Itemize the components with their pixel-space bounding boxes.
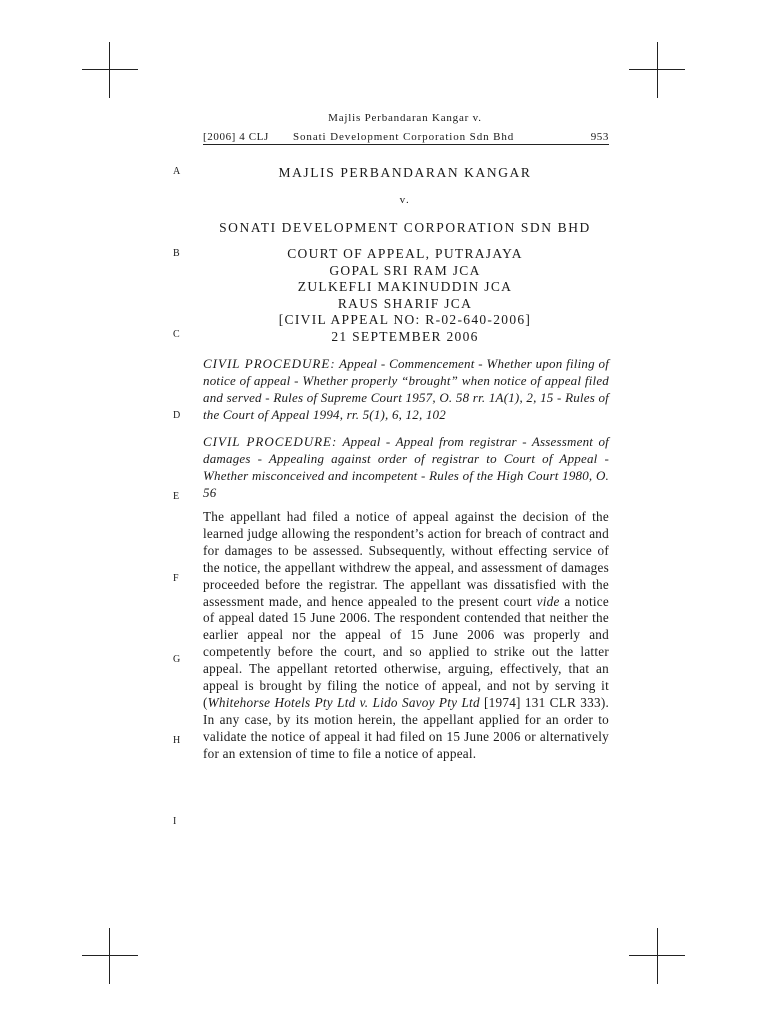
versus: v.	[399, 194, 411, 206]
crop-mark-top-left-v	[109, 42, 110, 98]
margin-letter-d: D	[173, 410, 181, 421]
running-header	[203, 125, 609, 143]
catchword-2-lead: CIVIL PROCEDURE:	[203, 434, 338, 449]
citation: [2006] 4 CLJ	[203, 131, 269, 143]
page-number: 953	[590, 131, 609, 143]
margin-letter-c: C	[173, 329, 180, 340]
judge-3: RAUS SHARIF JCA	[337, 295, 473, 311]
headnote-part-2: a notice of appeal dated 15 June 2006. The respondent contended that neither the earlier appeal nor the appeal of 15 June 2006 was properly and competently before the court, and so applied to strike out the latter appeal. The appellant retorted otherwise, arguing, effectively, that an appeal is brought by filing the notice of appeal, and not by serving it (	[203, 593, 610, 710]
court-block	[200, 246, 610, 346]
margin-letter-a: A	[173, 166, 181, 177]
judgment-date: 21 SEPTEMBER 2006	[331, 328, 479, 344]
crop-mark-bottom-left-h	[82, 955, 138, 956]
headnote-part-3: [1974] 131 CLR 333). In any case, by its motion herein, the appellant applied for an order to validate the notice of appeal it had filed on 15 June 2006 or alternatively for an extension of time to file a notice of appeal.	[203, 694, 610, 761]
crop-mark-bottom-left-v	[109, 928, 110, 984]
margin-letter-f: F	[173, 573, 179, 584]
judge-1: GOPAL SRI RAM JCA	[329, 262, 481, 278]
header-rule	[203, 144, 609, 145]
court-name: COURT OF APPEAL, PUTRAJAYA	[287, 246, 523, 261]
catchword-2	[203, 433, 609, 501]
respondent-name: SONATI DEVELOPMENT CORPORATION SDN BHD	[219, 220, 591, 235]
running-header-top: Majlis Perbandaran Kangar v.	[328, 112, 482, 124]
headnote-vide: vide	[536, 593, 560, 609]
crop-mark-bottom-right-v	[657, 928, 658, 984]
crop-mark-top-right-v	[657, 42, 658, 98]
judge-2: ZULKEFLI MAKINUDDIN JCA	[297, 279, 513, 295]
catchword-1-lead: CIVIL PROCEDURE:	[203, 356, 336, 371]
crop-mark-top-left-h	[82, 69, 138, 70]
margin-letter-i: I	[173, 816, 177, 827]
catchword-1	[203, 355, 609, 423]
catchword-2-text: Appeal - Appeal from registrar - Assessment of damages - Appealing against order of registrar to Court of Appeal - Whether misconceived and incompetent - Rules of the High Court 1980, O. 56	[203, 434, 609, 500]
appeal-number: [CIVIL APPEAL NO: R-02-640-2006]	[278, 312, 532, 328]
headnote-part-1: The appellant had filed a notice of appeal against the decision of the learned judge allowing the respondent’s action for breach of contract and for damages to be assessed. Subsequently, without effecting service of the notice, the appellant withdrew the appeal, and assessment of damages proceeded before the registrar. The appellant was dissatisfied with the assessment made, and hence appealed to the present court	[203, 509, 609, 609]
margin-letter-h: H	[173, 735, 181, 746]
headnote-paragraph	[203, 509, 609, 763]
running-header-parties: Sonati Development Corporation Sdn Bhd	[293, 131, 515, 143]
margin-letter-g: G	[173, 654, 181, 665]
appellant-name: MAJLIS PERBANDARAN KANGAR	[278, 165, 532, 180]
catchword-1-text: Appeal - Commencement - Whether upon filing of notice of appeal - Whether properly “brought” when notice of appeal filed and served - Rules of Supreme Court 1957, O. 58 rr. 1A(1), 2, 15 - Rules of the Court of Appeal 1994, rr. 5(1), 6, 12, 102	[203, 356, 610, 422]
headnote-case-cited: Whitehorse Hotels Pty Ltd v. Lido Savoy Pty Ltd	[207, 694, 480, 710]
margin-letter-e: E	[173, 491, 180, 502]
margin-letter-b: B	[173, 248, 180, 259]
